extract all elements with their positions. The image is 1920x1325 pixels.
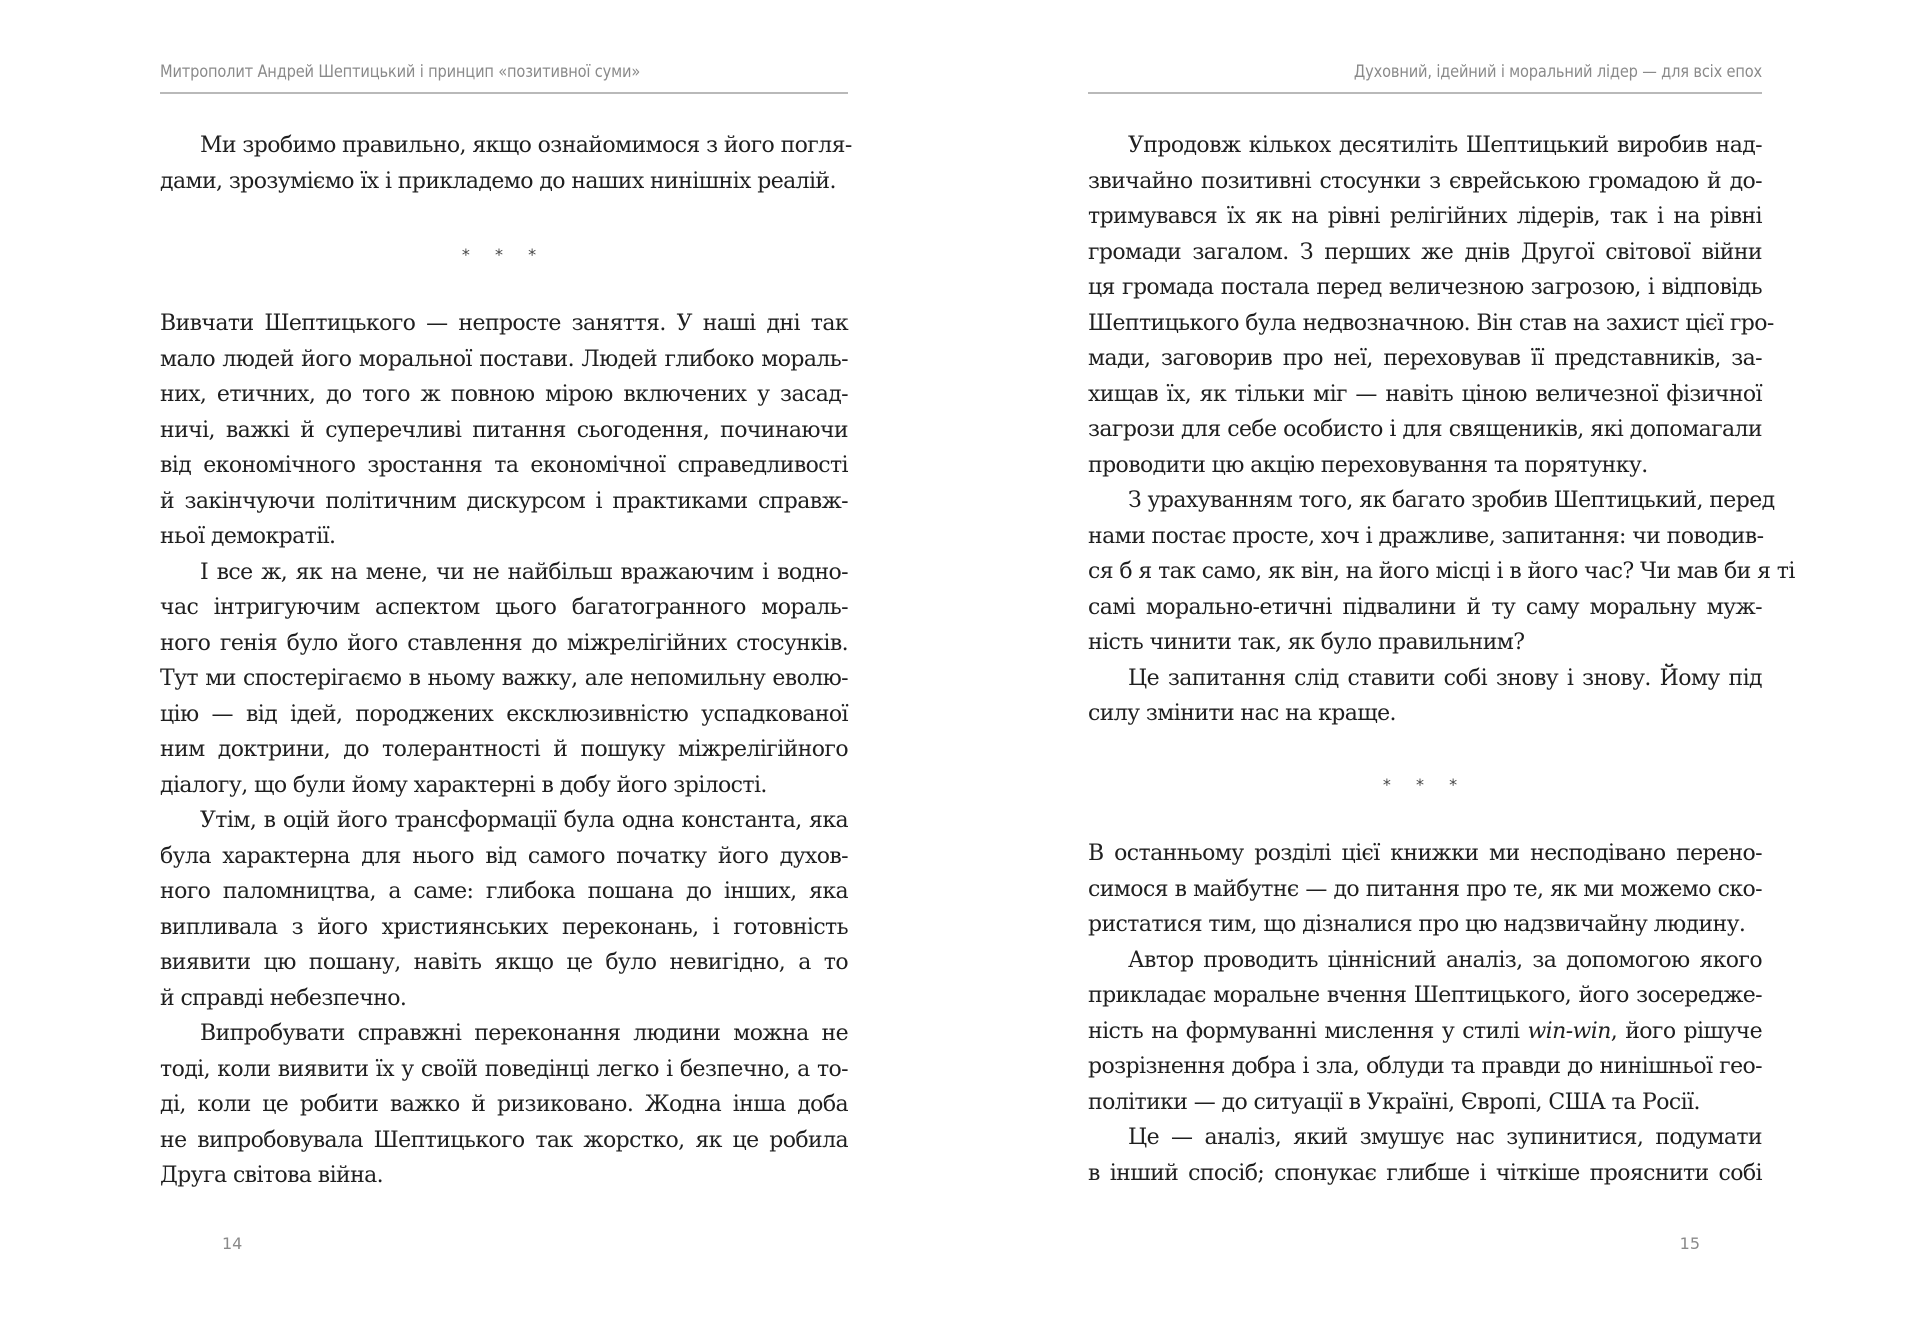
text-fragment: , його рішуче: [1610, 1018, 1762, 1044]
text-line: прикладає моральне вчення Шептицького, його зосередже-: [1088, 983, 1762, 1008]
italic-term: win-win: [1527, 1018, 1611, 1044]
text-line: Це запитання слід ставити собі знову і знову. Йому під: [1128, 665, 1762, 691]
right-body-bottom: [1088, 836, 1762, 1191]
text-line: ного паломництва, а саме: глибока пошана до інших, яка: [160, 879, 848, 904]
text-line: цію — від ідей, породжених ексклюзивністю успадкованої: [160, 701, 848, 727]
text-fragment: ність на формуванні мислення у стилі: [1088, 1018, 1528, 1044]
text-line: тримувався їх як на рівні релігійних лідерів, так і на рівні: [1088, 204, 1762, 229]
text-line: І все ж, як на мене, чи не найбільш вражаючим і водно-: [200, 559, 848, 585]
text-line: силу змінити нас на краще.: [1088, 701, 1396, 726]
page-number-right: 15: [1679, 1234, 1700, 1253]
right-body-top: [1088, 128, 1795, 732]
text-line: Вивчати Шептицького — непросте заняття. У наші дні так: [160, 311, 848, 336]
right-page: [1088, 0, 1795, 1325]
text-line: симося в майбутнє — до питання про те, як ми можемо ско-: [1088, 876, 1762, 902]
text-line-winwin: [1088, 1014, 1762, 1050]
text-line: Тут ми спостерігаємо в ньому важку, але непомильну еволю-: [160, 666, 848, 691]
text-line: й закінчуючи політичним дискурсом і практиками справж-: [160, 488, 848, 514]
section-separator: * * *: [1382, 775, 1468, 794]
text-line: ничі, важкі й суперечливі питання сьогодення, починаючи: [160, 417, 848, 443]
text-line: нами постає просте, хоч і дражливе, запитання: чи поводив-: [1088, 523, 1764, 549]
text-line: не випробовувала Шептицького так жорстко, як це робила: [160, 1127, 848, 1153]
text-line: Друга світова війна.: [160, 1163, 384, 1188]
text-line: Шептицького була недвозначною. Він став на захист цієї гро-: [1088, 310, 1774, 336]
text-line: й справді небезпечно.: [160, 985, 407, 1011]
text-line: розрізнення добра і зла, облуди та правди до нинішньої гео-: [1088, 1054, 1762, 1079]
text-line: мало людей його моральної постави. Людей глибоко мораль-: [160, 346, 848, 372]
text-line: Утім, в оцій його трансформації була одна константа, яка: [200, 808, 848, 833]
text-line: дами, зрозуміємо їх і прикладемо до наших нинішніх реалій.: [160, 168, 836, 194]
text-line: мади, заговорив про неї, переховував її представників, за-: [1088, 346, 1762, 371]
text-line: діалогу, що були йому характерні в добу його зрілості.: [160, 772, 767, 798]
text-line: самі морально-етичні підвалини й ту саму моральну муж-: [1088, 594, 1762, 620]
section-separator: * * *: [461, 245, 547, 264]
running-head-right: Духовний, ідейний і моральний лідер — для всіх епох: [1353, 62, 1762, 82]
page-number-left: 14: [222, 1234, 243, 1253]
running-head-left: Митрополит Андрей Шептицький і принцип «позитивної суми»: [160, 62, 641, 82]
text-line: ді, коли це робити важко й ризиковано. Жодна інша доба: [160, 1092, 848, 1117]
text-line: випливала з його християнських переконань, і готовність: [160, 914, 848, 940]
text-line: була характерна для нього від самого початку його духов-: [160, 843, 848, 869]
text-line: З урахуванням того, як багато зробив Шептицький, перед: [1128, 488, 1775, 513]
text-line: загрози для себе особисто і для священиків, які допомагали: [1088, 417, 1762, 442]
left-page: [160, 0, 852, 1325]
text-line: звичайно позитивні стосунки з єврейською громадою й до-: [1088, 168, 1762, 194]
text-line: Автор проводить ціннісний аналіз, за допомогою якого: [1128, 947, 1762, 973]
text-line: час інтригуючим аспектом цього багатогранного мораль-: [160, 595, 848, 620]
text-line: В останньому розділі цієї книжки ми несподівано перено-: [1088, 841, 1762, 866]
text-line: ним доктрини, до толерантності й пошуку міжрелігійного: [160, 737, 848, 762]
text-line: від економічного зростання та економічної справедливості: [160, 453, 848, 478]
text-line: ристатися тим, що дізналися про цю надзвичайну людину.: [1088, 912, 1746, 937]
left-body-main: [160, 306, 848, 1194]
text-line: ньої демократії.: [160, 524, 336, 549]
text-line: Випробувати справжні переконання людини можна не: [200, 1021, 848, 1046]
header-rule: [1088, 92, 1762, 94]
text-line: ця громада постала перед величезною загрозою, і відповідь: [1088, 275, 1762, 300]
text-line: в інший спосіб; спонукає глибше і чіткіше прояснити собі: [1088, 1160, 1762, 1186]
text-line: виявити цю пошану, навіть якщо це було невигідно, а то: [160, 950, 848, 975]
text-line: ся б я так само, як він, на його місці і в його час? Чи мав би я ті: [1088, 559, 1795, 584]
text-line: Ми зробимо правильно, якщо ознайомимося з його погля-: [200, 133, 852, 158]
text-line: ність чинити так, як було правильним?: [1088, 630, 1525, 655]
text-line: Упродовж кількох десятиліть Шептицький виробив над-: [1128, 133, 1762, 158]
text-line: хищав їх, як тільки міг — навіть ціною величезної фізичної: [1088, 381, 1762, 407]
text-line: тоді, коли виявити їх у своїй поведінці легко і безпечно, а то-: [160, 1056, 848, 1082]
left-body-top: [160, 128, 852, 199]
text-line: ного генія було його ставлення до міжрелігійних стосунків.: [160, 630, 848, 656]
text-line: проводити цю акцію переховування та порятунку.: [1088, 452, 1648, 478]
text-line: Це — аналіз, який змушує нас зупинитися, подумати: [1128, 1125, 1762, 1150]
text-line: них, етичних, до того ж повною мірою включених у засад-: [160, 382, 848, 407]
text-line: політики — до ситуації в Україні, Європі, США та Росії.: [1088, 1089, 1700, 1115]
header-rule: [160, 92, 848, 94]
text-line: громади загалом. З перших же днів Другої світової війни: [1088, 239, 1762, 265]
